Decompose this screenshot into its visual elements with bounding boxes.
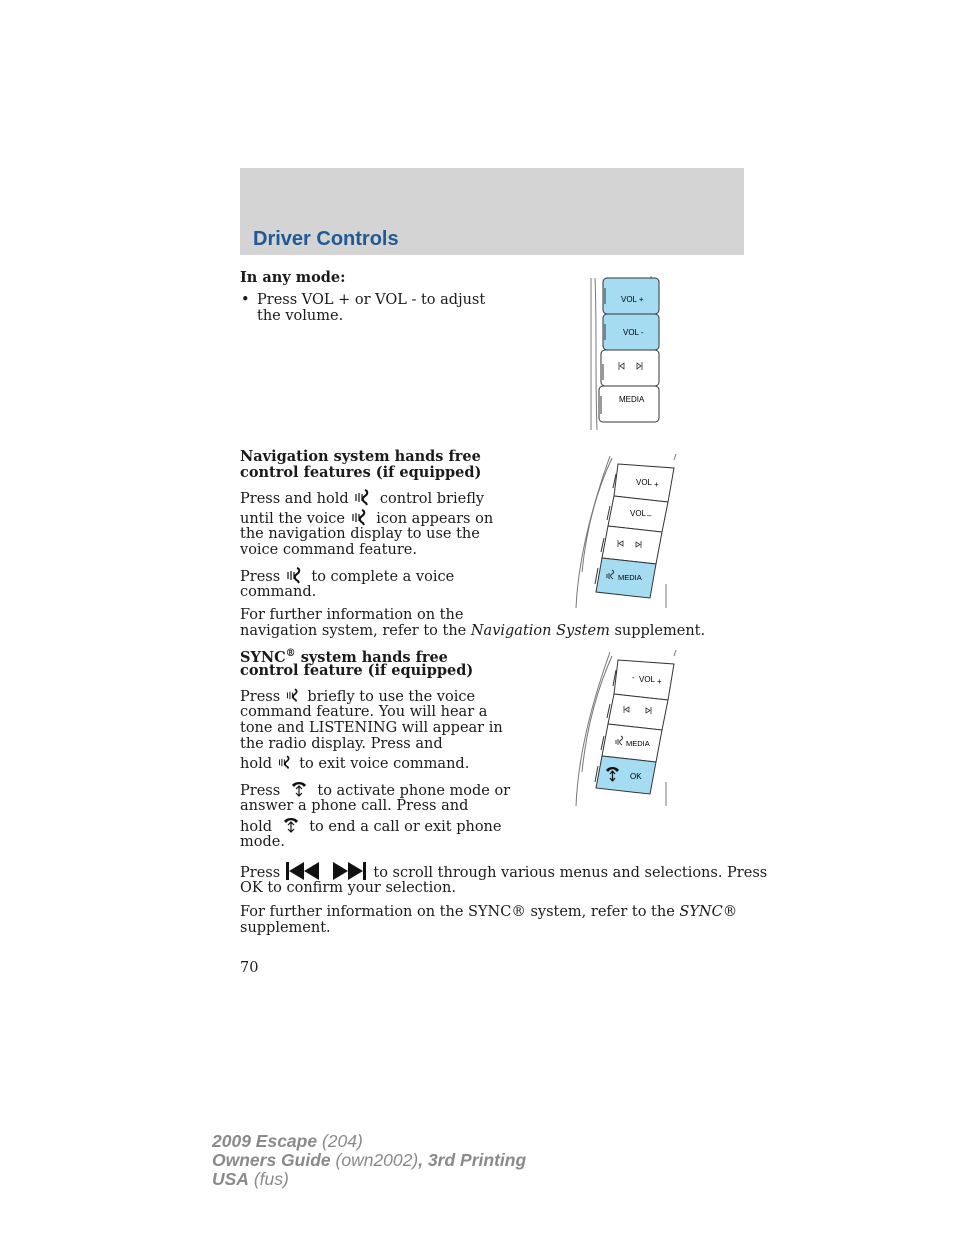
- vol-label: VOL: [630, 509, 647, 518]
- nav-text-line: until the voice icon appears on: [240, 508, 493, 528]
- voice-icon: [285, 566, 307, 584]
- nav-text-line: navigation system, refer to the Navigation System supplement.: [240, 623, 706, 639]
- seek-button: [602, 526, 662, 564]
- sync-text-line: supplement.: [240, 920, 331, 936]
- bullet-mark: •: [241, 292, 250, 308]
- vol-label: VOL: [639, 675, 656, 684]
- vol-minus-label: –: [647, 511, 652, 520]
- media-button: [599, 386, 659, 422]
- nav-text-line: For further information on the: [240, 607, 464, 623]
- nav-text-line: command.: [240, 584, 317, 600]
- page-number: 70: [240, 960, 259, 976]
- sync-heading-line: SYNC® system hands free: [240, 648, 448, 666]
- sync-text-line: command feature. You will hear a: [240, 704, 488, 720]
- sync-heading-line: control feature (if equipped): [240, 662, 474, 679]
- vol-plus-label: +: [654, 480, 659, 489]
- sync-reference: SYNC: [679, 904, 723, 920]
- sync-text-line: For further information on the SYNC® system, refer to the SYNC®: [240, 904, 738, 920]
- steering-wheel-controls-figure-sync: [570, 648, 682, 808]
- phone-ok-button: [596, 756, 656, 794]
- nav-heading-line: control features (if equipped): [240, 464, 482, 481]
- vol-label: VOL: [636, 478, 653, 487]
- vol-minus-label: -: [632, 673, 635, 682]
- sync-text-line: hold to exit voice command.: [240, 753, 469, 773]
- nav-text-line: Press to complete a voice: [240, 566, 454, 586]
- steering-wheel-controls-figure-navigation: [570, 452, 682, 610]
- bullet-text-line: the volume.: [257, 308, 344, 324]
- seek-forward-icon: [333, 862, 366, 880]
- page-title: Driver Controls: [253, 228, 399, 250]
- phone-icon: [285, 780, 313, 798]
- nav-text-line: Press and hold control briefly: [240, 488, 484, 508]
- media-label: MEDIA: [618, 573, 642, 582]
- sync-text-line: mode.: [240, 834, 285, 850]
- ok-label: OK: [630, 772, 642, 781]
- sync-text-line: Press to activate phone mode or: [240, 780, 510, 800]
- seek-buttons-icon: [285, 861, 369, 881]
- voice-icon: [350, 508, 372, 526]
- media-label: MEDIA: [626, 739, 650, 748]
- seek-back-icon: [286, 862, 319, 880]
- sync-text-line: hold to end a call or exit phone: [240, 816, 501, 836]
- sync-text-line: the radio display. Press and: [240, 736, 443, 752]
- voice-icon: [285, 686, 303, 704]
- sync-text-line: tone and LISTENING will appear in: [240, 720, 503, 736]
- sync-text-line: Press to scroll through various menus and selections. Press: [240, 861, 767, 882]
- sync-text-line: OK to confirm your selection.: [240, 880, 456, 896]
- footer-line: Owners Guide (own2002), 3rd Printing: [212, 1150, 527, 1170]
- voice-icon: [277, 753, 295, 771]
- footer-line: USA (fus): [212, 1169, 289, 1189]
- sync-text-line: answer a phone call. Press and: [240, 798, 469, 814]
- any-mode-heading: In any mode:: [240, 269, 346, 286]
- nav-text-line: the navigation display to use the: [240, 526, 480, 542]
- vol-plus-label: +: [657, 677, 662, 686]
- nav-heading-line: Navigation system hands free: [240, 448, 481, 465]
- bullet-text-line: Press VOL + or VOL - to adjust: [257, 292, 486, 308]
- seek-button: [601, 350, 659, 386]
- nav-text-line: voice command feature.: [240, 542, 417, 558]
- vol-plus-label: VOL +: [621, 295, 644, 304]
- media-label: MEDIA: [619, 395, 645, 404]
- phone-icon: [277, 816, 305, 834]
- voice-icon: [353, 488, 375, 506]
- navigation-system-reference: Navigation System: [470, 623, 610, 639]
- sync-text-line: Press briefly to use the voice: [240, 686, 475, 706]
- steering-wheel-controls-figure-volume: [585, 276, 665, 432]
- vol-minus-label: VOL -: [623, 328, 644, 337]
- footer-line: 2009 Escape (204): [212, 1131, 363, 1151]
